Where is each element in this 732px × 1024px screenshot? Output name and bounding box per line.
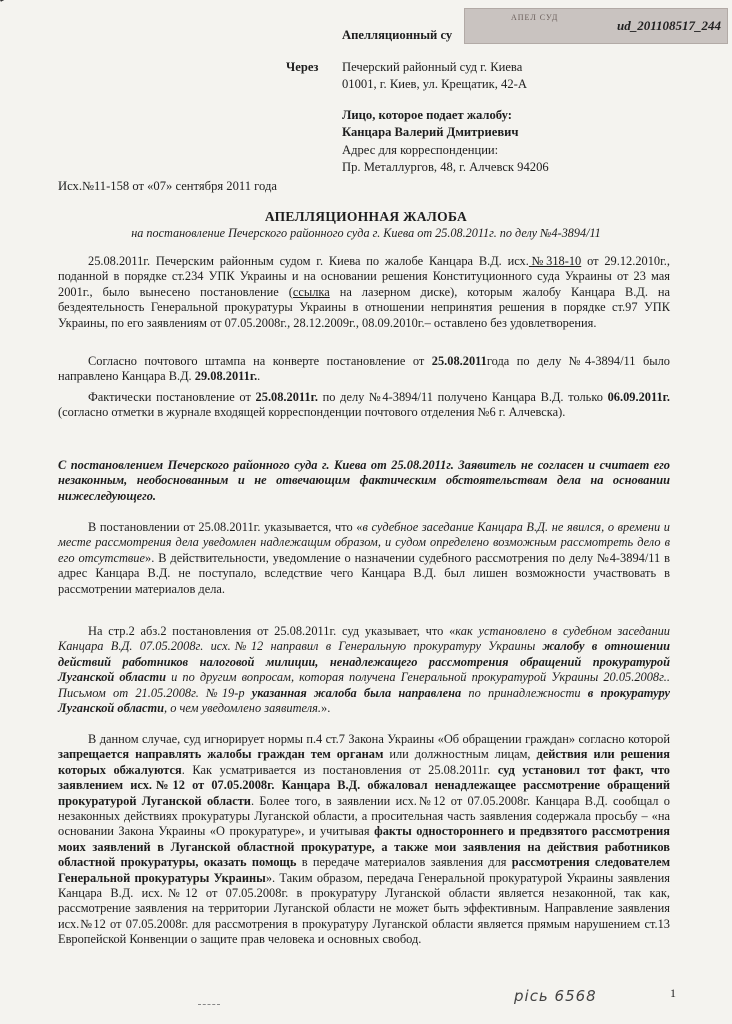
page-number: 1	[670, 986, 676, 1000]
pencil-mark	[198, 990, 220, 1005]
handwritten-note: рісь 6568	[514, 987, 597, 1005]
stamp-text: АПЕЛ СУД	[511, 13, 559, 22]
filer-label: Лицо, которое подает жалобу:	[342, 108, 512, 122]
correspondence-address: Пр. Металлургов, 48, г. Алчевск 94206	[342, 160, 549, 174]
court-name: Апелляционный су	[342, 28, 453, 42]
correspondence-label: Адрес для корреспонденции:	[342, 143, 499, 157]
corner-mark	[0, 0, 52, 2]
link-disc[interactable]: ссылка	[292, 284, 330, 299]
link-318-10[interactable]: №318-10	[528, 254, 582, 268]
paragraph-2: Согласно почтового штампа на конверте постановление от 25.08.2011года по делу №4-3894/11 было направлено Канцара В.Д. 29.08.2011г..	[58, 354, 670, 384]
paragraph-1: 25.08.2011г. Печерским районным судом г. Киева по жалобе Канцара В.Д. исх.№318-10 от 29.12.2010г., поданной в порядке ст.234 УПК Украины и на основании решения Конституционного суда Украины от 23 мая 2001г., было вынесено постановление (ссылка на лазерном диске), которым жалобу Канцара В.Д. на бездеятельность Генеральной прокуратуры Украины в отношении непринятия решения в порядке ст.97 УПК Украины, по его заявлениям от 07.05.2008г., 28.12.2009г., 08.09.2010г.– оставлено без удовлетворения.	[58, 254, 671, 330]
document-subtitle: на постановление Печерского районного суда г. Киева от 25.08.2011г. по делу №4-3894/11	[131, 226, 601, 240]
filer-name: Канцара Валерий Дмитриевич	[342, 125, 519, 139]
via-label: Через	[286, 60, 319, 74]
scan-stamp	[464, 8, 728, 44]
paragraph-6: На стр.2 абз.2 постановления от 25.08.2011г. суд указывает, что «как установлено в судебном заседании Канцара В.Д. 07.05.2008г. исх.№12 направил в Генеральную прокуратуру Украины жалобу в отношении действий работников налоговой милиции, ненадлежащего рассмотрения обращений прокуратурой Луганской области и по другим вопросам, которая получена Генеральной прокуратурой Украины 20.05.2008г.. Письмом от 21.05.2008г. №19-р указанная жалоба была направлена по принадлежности в прокуратуру Луганской области, о чем уведомлено заявителя.».	[58, 624, 671, 716]
outgoing-number: Исх.№11-158 от «07» сентября 2011 года	[58, 179, 277, 193]
via-court: Печерский районный суд г. Киева	[342, 60, 523, 74]
paragraph-7: В данном случае, суд игнорирует нормы п.4 ст.7 Закона Украины «Об обращении граждан» согласно которой запрещается направлять жалобы граждан тем органам или должностным лицам, действия или решения которых обжалуются. Как усматривается из постановления от 25.08.2011г. суд установил тот факт, что заявлением исх.№12 от 07.05.2008г. Канцара В.Д. обжаловал ненадлежащее рассмотрение обращений прокуратурой Луганской области. Более того, в заявлении исх.№12 от 07.05.2008г. Канцара В.Д. сообщал о незаконных действиях прокуратуры Луганской области, а просительная часть заявления содержала просьбу – «на основании Закона Украины «О прокуратуре», и учитывая факты одностороннего и предвзятого рассмотрения моих заявлений в Луганской областной прокуратуре, а также мои заявления на действия работников областной прокуратуры, оказать помощь в передаче материалов заявления для рассмотрения следователем Генеральной прокуратуры Украины». Таким образом, передача Генеральной прокуратурой Украины заявления Канцара В.Д. исх.№12 от 07.05.2008г. в прокуратуру Луганской области является незаконной, так как, рассмотрение заявления на территории Луганской области не может быть эффективным. Направление заявления исх.№12 от 07.05.2008г. для рассмотрения в прокуратуру Луганской области является прямым нарушением ст.13 Европейской Конвенции о защите прав человека и основных свобод.	[58, 732, 671, 947]
document-title: АПЕЛЛЯЦИОННАЯ ЖАЛОБА	[264, 209, 468, 224]
paragraph-4-objection: С постановлением Печерского районного суда г. Киева от 25.08.2011г. Заявитель не согласен и считает его незаконным, необоснованным и не отвечающим фактическим обстоятельствам дела на основании нижеследующего.	[58, 458, 670, 503]
document-id-tag: ud_201108517_244	[616, 18, 721, 33]
via-address: 01001, г. Киев, ул. Крещатик, 42-А	[342, 77, 527, 91]
paragraph-5: В постановлении от 25.08.2011г. указывается, что «в судебное заседание Канцара В.Д. не явился, о времени и месте рассмотрения дела уведомлен надлежащим образом, и судом определено возможным рассмотреть дело в его отсутствие». В действительности, уведомление о назначении судебного рассмотрения по делу №4-3894/11 в адрес Канцара В.Д. не поступало, вследствие чего Канцара В.Д. был лишен возможности участвовать в рассмотрении материалов дела.	[58, 520, 670, 596]
paragraph-3: Фактически постановление от 25.08.2011г. по делу №4-3894/11 получено Канцара В.Д. только 06.09.2011г. (согласно отметки в журнале входящей корреспонденции почтового отделения №6 г. Алчевска).	[58, 390, 671, 420]
